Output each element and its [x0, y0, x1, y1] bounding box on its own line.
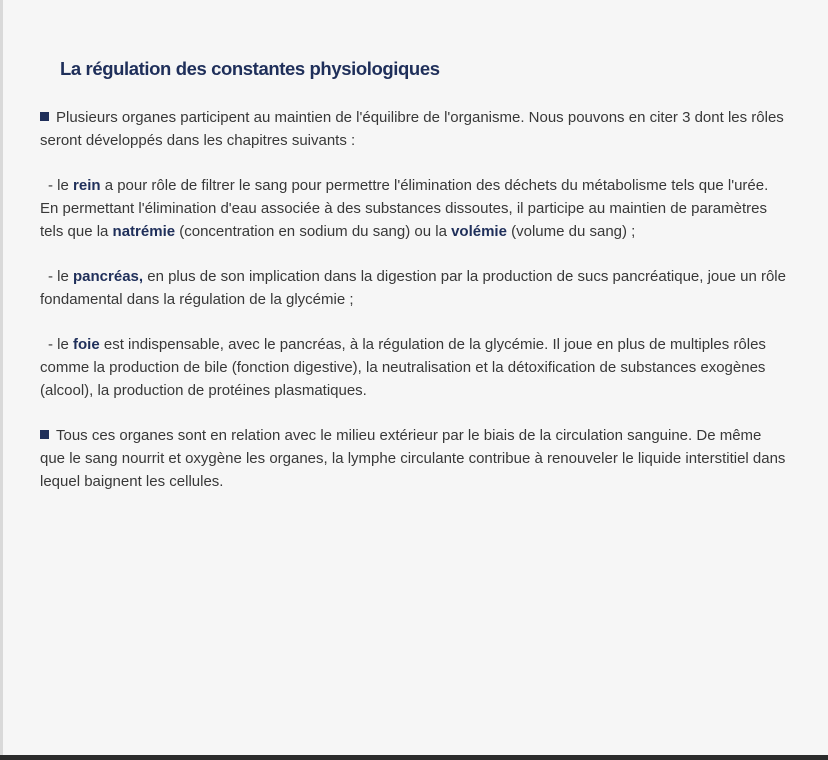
- conclusion-paragraph: [40, 424, 790, 493]
- term-natremie: natrémie: [112, 223, 176, 240]
- term-volemie: volémie: [451, 223, 507, 240]
- rein-prefix: - le: [48, 177, 74, 194]
- page-bottom-border: [0, 755, 828, 760]
- document-content: [40, 56, 790, 515]
- conclusion-text: Tous ces organes sont en relation avec le milieu extérieur par le biais de la circulation sanguine. De même que le sang nourrit et oxygène les organes, la lymphe circulante contribue à renouveler le liquide interstitiel dans lequel baignent les cellules.: [40, 427, 786, 490]
- term-pancreas: pancréas,: [73, 268, 144, 285]
- square-bullet-icon: [40, 430, 49, 439]
- intro-text: Plusieurs organes participent au maintien de l'équilibre de l'organisme. Nous pouvons en citer 3 dont les rôles seront développés dans les chapitres suivants :: [40, 109, 784, 149]
- rein-text-3: (volume du sang) ;: [506, 223, 636, 240]
- foie-text: est indispensable, avec le pancréas, à la régulation de la glycémie. Il joue en plus de multiples rôles comme la production de bile (fonction digestive), la neutralisation et la détoxification de substances exogènes (alcool), la production de protéines plasmatiques.: [40, 336, 766, 399]
- intro-paragraph: [40, 106, 790, 152]
- page-edge: [0, 0, 3, 760]
- pancreas-paragraph: [40, 265, 790, 311]
- section-title: La régulation des constantes physiologiques: [60, 58, 440, 79]
- rein-paragraph: [40, 174, 790, 243]
- pancreas-text: en plus de son implication dans la digestion par la production de sucs pancréatique, joue un rôle fondamental dans la régulation de la glycémie ;: [40, 268, 786, 308]
- rein-text-2: (concentration en sodium du sang) ou la: [175, 223, 452, 240]
- foie-prefix: - le: [48, 336, 74, 353]
- term-rein: rein: [73, 177, 101, 194]
- term-foie: foie: [73, 336, 100, 353]
- foie-paragraph: [40, 333, 790, 402]
- square-bullet-icon: [40, 112, 49, 121]
- rein-text-1: a pour rôle de filtrer le sang pour permettre l'élimination des déchets du métabolisme tels que l'urée. En permettant l'élimination d'eau associée à des substances dissoutes, il participe au maintien de paramètres tels que la: [40, 177, 769, 240]
- pancreas-prefix: - le: [48, 268, 74, 285]
